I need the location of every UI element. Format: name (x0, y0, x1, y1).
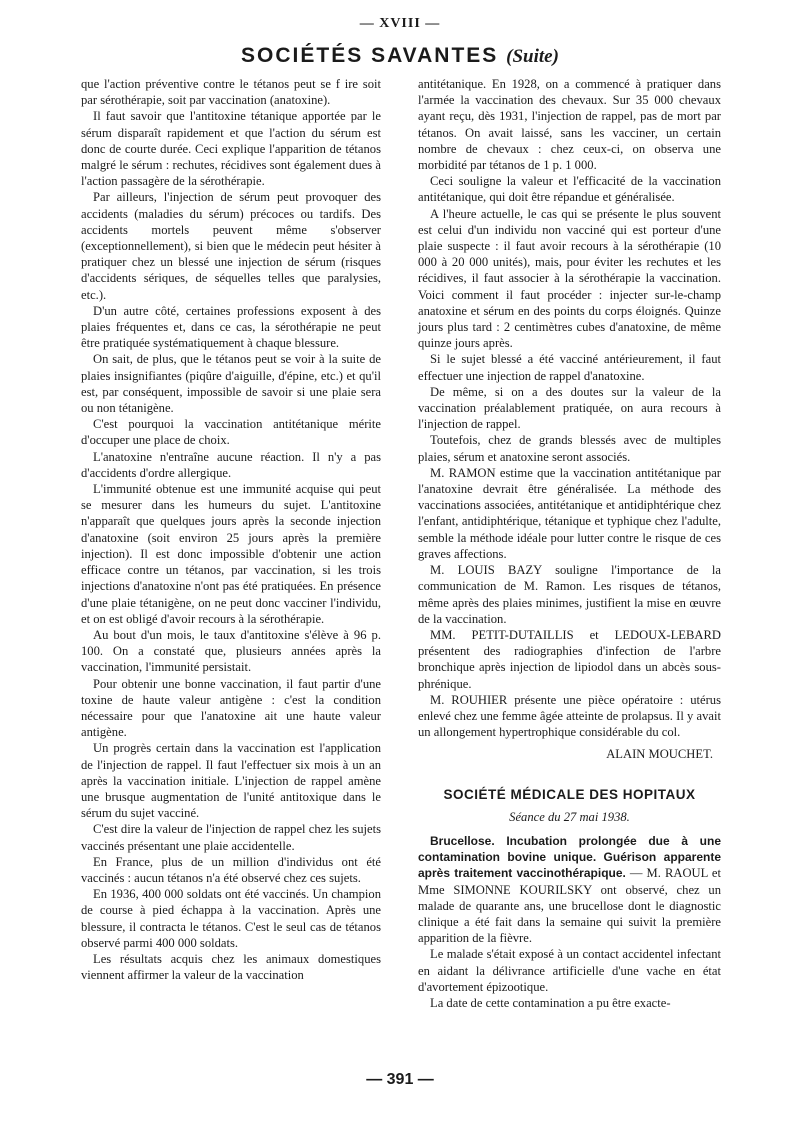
title-suite: (Suite) (506, 46, 559, 67)
paragraph: M. LOUIS BAZY souligne l'importance de la communication de M. Ramon. Les risques de tétanos, même après des plaies minimes, justifient la mise en œuvre de la vaccination. (418, 563, 721, 626)
paragraph: Il faut savoir que l'antitoxine tétanique apportée par le sérum disparaît rapidement et que l'action du sérum est donc de courte durée. Ceci explique l'apparition de tétanos malgré le sérum : rechutes, récidives sont également dues à l'action passagère de la sérothérapie. (81, 109, 381, 189)
paragraph: En 1936, 400 000 soldats ont été vaccinés. Un champion de course à pied échappa à la vaccination. Après une blessure, il contracta le tétanos. C'est le seul cas de tétanos observé parmi 400 000 soldats. (81, 887, 381, 950)
paragraph: M. ROUHIER présente une pièce opératoire : utérus enlevé chez une femme âgée atteinte de prolapsus. Il y avait un allongement hypertrophique considérable du col. (418, 692, 721, 740)
paragraph: C'est dire la valeur de l'injection de rappel chez les sujets vaccinés présentant une plaie accidentelle. (81, 822, 381, 853)
paragraph: antitétanique. En 1928, on a commencé à pratiquer dans l'armée la vaccination des chevaux. Sur 35 000 chevaux ayant reçu, dès 1931, l'injection de rappel, pas de mort par tétanos. On avait laissé, sans les vacciner, un certain nombre de chevaux : chez ceux-ci, on observa une morbidité par tétanos de 1 p. 1 000. (418, 77, 721, 173)
paragraph: Si le sujet blessé a été vacciné antérieurement, il faut effectuer une injection de rappel d'anatoxine. (418, 352, 721, 383)
paragraph: La date de cette contamination a pu être exacte- (430, 995, 671, 1010)
paragraph: Toutefois, chez de grands blessés avec de multiples plaies, sérum et anatoxine seront associés. (418, 433, 721, 464)
paragraph: L'immunité obtenue est une immunité acquise qui peut se mesurer dans les humeurs du sujet. L'antitoxine n'apparaît que quelques jours après la seconde injection d'anatoxine (soit environ 25 jours après la première injection). Il est donc impossible d'obtenir une action efficace contre un tétanos, par vaccination, si les trois injections d'anatoxine n'ont pas été pratiquées. En présence d'une plaie tétanigène, on ne peut donc vacciner l'individu, et on est obligé d'avoir recours à la sérothérapie. (81, 482, 381, 626)
paragraph: Ceci souligne la valeur et l'efficacité de la vaccination antitétanique, qui doit être répandue et généralisée. (418, 174, 721, 205)
paragraph: A l'heure actuelle, le cas qui se présente le plus souvent est celui d'un individu non vacciné qui est porteur d'une plaie suspecte : il faut avoir recours à la sérothérapie (10 000 à 20 000 unités), mais, pour éviter les rechutes et les récidives, il faut associer à la sérothérapie la vaccination. Voici comment il faut procéder : injecter sur-le-champ anatoxine et sérum en des points du corps éloignés. Quinze jours plus tard : 2 centimètres cubes d'anatoxine, de même quinze jours après. (418, 206, 721, 351)
lead-paragraph (418, 833, 721, 946)
article-heading: Brucellose. Incubation prolongée due à une contamination bovine unique. Guérison apparente après traitement vaccinothérapique. (418, 833, 721, 881)
lead-text: — M. RAOUL et Mme SIMONNE KOURILSKY ont observé, chez un malade de quarante ans, une brucellose dont le diagnostic clinique a été fait dans la semaine qui suivit la première apparition de la fièvre. (418, 866, 721, 946)
paragraph: MM. PETIT-DUTAILLIS et LEDOUX-LEBARD présentent des radiographies d'infection de l'arbre bronchique après injection de lipiodol dans un abcès sous-phrénique. (418, 627, 721, 691)
session-date: Séance du 27 mai 1938. (509, 809, 630, 824)
paragraph: On sait, de plus, que le tétanos peut se voir à la suite de plaies insignifiantes (piqûre d'aiguille, d'épine, etc.) et qu'il est, par conséquent, impossible de savoir si une plaie sera ou non tétanigène. (81, 352, 381, 416)
page-number: — 391 — (366, 1071, 434, 1088)
section-title: SOCIÉTÉS SAVANTES (241, 44, 499, 67)
paragraph: Un progrès certain dans la vaccination est l'application de l'injection de rappel. Il faut l'effectuer six mois à un an après la vaccination initiale. L'injection de rappel amène une brusque augmentation de l'unité antitoxique dans le sérum du sujet vacciné. (81, 741, 381, 821)
paragraph: M. RAMON estime que la vaccination antitétanique par l'anatoxine devrait être généralisée. La méthode des vaccinations associées, antitétanique et antidiphtérique chez l'enfant, antidiphtérique, tétanique et typhique chez l'adulte, semble la méthode idéale pour lutter contre le risque de ces graves affections. (418, 465, 721, 561)
society-heading: SOCIÉTÉ MÉDICALE DES HOPITAUX (443, 786, 696, 802)
paragraph: Pour obtenir une bonne vaccination, il faut partir d'une toxine de haute valeur antigène : c'est la condition nécessaire pour que l'anatoxine ait une haute valeur antigène. (81, 676, 381, 740)
paragraph: Les résultats acquis chez les animaux domestiques viennent affirmer la valeur de la vaccination (81, 951, 381, 983)
paragraph: Par ailleurs, l'injection de sérum peut provoquer des accidents (maladies du sérum) précoces ou tardifs. Des accidents mortels peuvent même s'observer (exceptionnellement), si bien que le médecin peut hésiter à pratiquer chez un blessé une injection de sérum (risques d'accidents sériques, de séquelles telles que paralysies, etc.). (81, 190, 381, 302)
paragraph: C'est pourquoi la vaccination antitétanique mérite d'occuper une place de choix. (81, 417, 381, 448)
paragraph: De même, si on a des doutes sur la valeur de la vaccination préalablement pratiquée, on aura recours à l'injection de rappel. (418, 384, 721, 432)
roman-page-marker: — XVIII — (359, 16, 441, 31)
paragraph: L'anatoxine n'entraîne aucune réaction. Il n'y a pas d'accidents d'ordre allergique. (81, 449, 381, 480)
left-column (81, 76, 381, 983)
right-column (418, 76, 721, 1011)
paragraph: D'un autre côté, certaines professions exposent à des plaies fréquentes et, dans ce cas, la sérothérapie ne peut être pratiquée systématiquement à chaque blessure. (81, 303, 381, 351)
paragraph: En France, plus de un million d'individus ont été vaccinés : aucun tétanos n'a été observé chez ces sujets. (81, 854, 381, 885)
paragraph: Au bout d'un mois, le taux d'antitoxine s'élève à 96 p. 100. On a constaté que, plusieurs années après la vaccination, l'immunité persistait. (81, 627, 381, 675)
paragraph: que l'action préventive contre le tétanos peut se f ire soit par sérothérapie, soit par vaccination (anatoxine). (81, 77, 381, 108)
paragraph: Le malade s'était exposé à un contact accidentel infectant en aidant la délivrance artificielle d'une vache en état d'avortement épizootique. (418, 947, 721, 994)
author-signature: ALAIN MOUCHET. (606, 747, 713, 762)
page-title (0, 44, 800, 68)
